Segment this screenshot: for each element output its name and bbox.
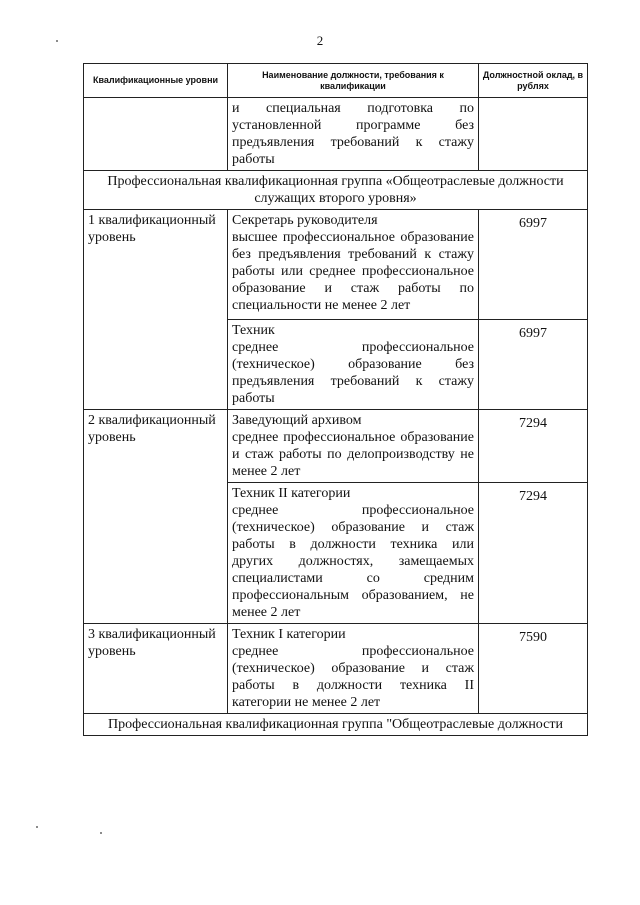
position-title: Техник I категории — [232, 627, 346, 642]
position-cell — [228, 483, 479, 624]
position-title: Техник — [232, 323, 275, 338]
header-salary: Должностной оклад, в рублях — [479, 64, 588, 98]
table-row — [84, 210, 588, 320]
scan-speck — [56, 40, 58, 42]
salary-value: 6997 — [479, 320, 588, 410]
position-requirements: среднее профессиональное (техническое) образование и стаж работы в должности техника II категории не менее 2 лет — [232, 644, 474, 710]
position-cell — [228, 320, 479, 410]
position-requirements: среднее профессиональное (техническое) образование и стаж работы в должности техника или других должностях, замещаемых специалистами со средним профессиональным образованием, не менее 2 лет — [232, 503, 474, 620]
position-requirements: высшее профессиональное образование без предъявления требований к стажу работы или среднее профессиональное образование и стаж работы по специальности не менее 2 лет — [232, 230, 474, 313]
scan-speck — [36, 826, 38, 828]
page-number: 2 — [316, 33, 324, 48]
position-cell — [228, 410, 479, 483]
position-title: Секретарь руководителя — [232, 213, 378, 228]
position-title: Техник II категории — [232, 486, 351, 501]
level-label: 1 квалификационный уровень — [84, 210, 228, 410]
salary-value: 7590 — [479, 624, 588, 714]
group-title: Профессиональная квалификационная группа «Общеотраслевые должности служащих второго уровня» — [84, 171, 588, 210]
header-position: Наименование должности, требования к квалификации — [228, 64, 479, 98]
table-row — [84, 410, 588, 483]
level-label: 3 квалификационный уровень — [84, 624, 228, 714]
group-title: Профессиональная квалификационная группа "Общеотраслевые должности — [84, 714, 588, 736]
table-row — [84, 98, 588, 171]
salary-value: 6997 — [479, 210, 588, 320]
position-cell — [228, 210, 479, 320]
header-level: Квалификационные уровни — [84, 64, 228, 98]
scan-speck — [100, 832, 102, 834]
group-row — [84, 171, 588, 210]
position-requirements: среднее профессиональное (техническое) образование без предъявления требований к стажу работы — [232, 340, 474, 406]
position-requirements: среднее профессиональное образование и стаж работы по делопроизводству не менее 2 лет — [232, 430, 474, 479]
salary-cell-empty — [479, 98, 588, 171]
level-label: 2 квалификационный уровень — [84, 410, 228, 624]
continuation-text: и специальная подготовка по установленной программе без предъявления требований к стажу работы — [228, 98, 479, 171]
qualification-table — [83, 63, 588, 736]
table-header-row — [84, 64, 588, 98]
table-row — [84, 624, 588, 714]
level-cell-empty — [84, 98, 228, 171]
position-cell — [228, 624, 479, 714]
salary-value: 7294 — [479, 483, 588, 624]
position-title: Заведующий архивом — [232, 413, 362, 428]
salary-value: 7294 — [479, 410, 588, 483]
group-row — [84, 714, 588, 736]
